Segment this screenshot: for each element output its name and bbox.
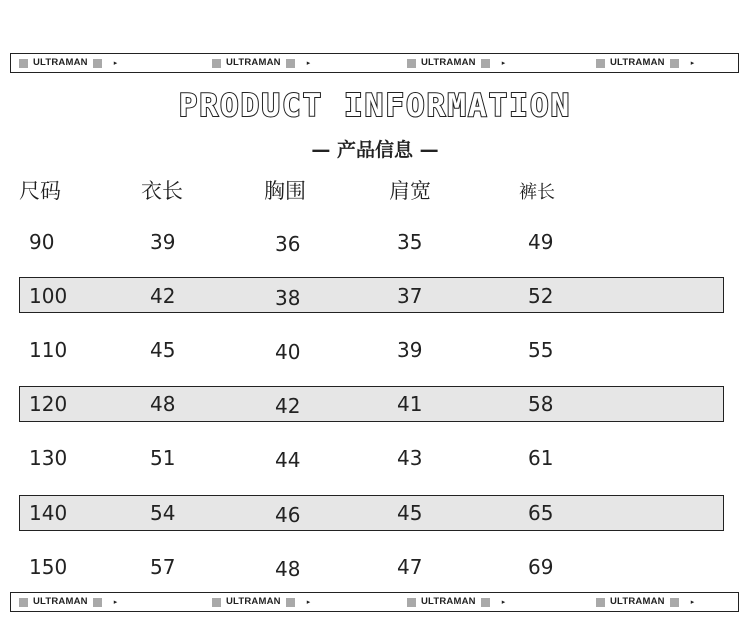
cell-pants-length: 61 bbox=[528, 446, 554, 470]
brand-chip bbox=[596, 597, 694, 607]
square-icon bbox=[19, 59, 28, 68]
cell-size: 120 bbox=[29, 392, 68, 416]
cell-chest: 44 bbox=[275, 448, 301, 472]
cell-chest: 42 bbox=[275, 394, 301, 418]
cell-pants-length: 49 bbox=[528, 230, 554, 254]
play-arrow-icon: ▸ bbox=[113, 59, 118, 67]
cell-chest: 46 bbox=[275, 503, 301, 527]
brand-chip bbox=[19, 58, 117, 68]
square-icon bbox=[19, 598, 28, 607]
square-icon bbox=[212, 59, 221, 68]
square-icon bbox=[93, 59, 102, 68]
cell-length: 42 bbox=[150, 284, 176, 308]
play-arrow-icon: ▸ bbox=[306, 59, 311, 67]
square-icon bbox=[93, 598, 102, 607]
page-subtitle: — 产品信息 — bbox=[311, 139, 439, 161]
cell-shoulder: 37 bbox=[397, 284, 423, 308]
brand-label: ULTRAMAN bbox=[226, 596, 281, 607]
cell-chest: 40 bbox=[275, 340, 301, 364]
square-icon bbox=[286, 598, 295, 607]
column-header-size: 尺码 bbox=[19, 179, 61, 203]
cell-length: 54 bbox=[150, 501, 176, 525]
square-icon bbox=[407, 598, 416, 607]
cell-chest: 36 bbox=[275, 232, 301, 256]
square-icon bbox=[286, 59, 295, 68]
cell-shoulder: 39 bbox=[397, 338, 423, 362]
brand-strip-bottom bbox=[10, 592, 739, 612]
page-title: PRODUCT INFORMATION bbox=[178, 88, 572, 124]
row-highlight bbox=[19, 386, 724, 422]
column-header-chest: 胸围 bbox=[264, 179, 306, 203]
cell-pants-length: 69 bbox=[528, 555, 554, 579]
cell-length: 39 bbox=[150, 230, 176, 254]
row-highlight bbox=[19, 495, 724, 531]
cell-size: 130 bbox=[29, 446, 68, 470]
brand-chip bbox=[596, 58, 694, 68]
brand-chip bbox=[407, 58, 505, 68]
column-header-length: 衣长 bbox=[141, 179, 183, 203]
play-arrow-icon: ▸ bbox=[306, 598, 311, 606]
cell-chest: 38 bbox=[275, 286, 301, 310]
brand-label: ULTRAMAN bbox=[610, 57, 665, 68]
cell-pants-length: 52 bbox=[528, 284, 554, 308]
cell-shoulder: 47 bbox=[397, 555, 423, 579]
cell-pants-length: 65 bbox=[528, 501, 554, 525]
cell-size: 140 bbox=[29, 501, 68, 525]
brand-chip bbox=[19, 597, 117, 607]
square-icon bbox=[596, 598, 605, 607]
play-arrow-icon: ▸ bbox=[690, 598, 695, 606]
row-highlight bbox=[19, 277, 724, 313]
cell-shoulder: 35 bbox=[397, 230, 423, 254]
square-icon bbox=[407, 59, 416, 68]
brand-strip-top bbox=[10, 53, 739, 73]
brand-label: ULTRAMAN bbox=[610, 596, 665, 607]
brand-chip bbox=[212, 58, 310, 68]
brand-chip bbox=[407, 597, 505, 607]
brand-label: ULTRAMAN bbox=[421, 596, 476, 607]
cell-size: 110 bbox=[29, 338, 68, 362]
play-arrow-icon: ▸ bbox=[501, 598, 506, 606]
cell-size: 90 bbox=[29, 230, 55, 254]
brand-label: ULTRAMAN bbox=[33, 596, 88, 607]
square-icon bbox=[212, 598, 221, 607]
cell-size: 150 bbox=[29, 555, 68, 579]
cell-length: 48 bbox=[150, 392, 176, 416]
play-arrow-icon: ▸ bbox=[113, 598, 118, 606]
brand-chip bbox=[212, 597, 310, 607]
square-icon bbox=[481, 598, 490, 607]
cell-size: 100 bbox=[29, 284, 68, 308]
brand-label: ULTRAMAN bbox=[421, 57, 476, 68]
column-header-shoulder: 肩宽 bbox=[389, 179, 431, 203]
square-icon bbox=[670, 598, 679, 607]
square-icon bbox=[596, 59, 605, 68]
cell-length: 45 bbox=[150, 338, 176, 362]
cell-shoulder: 41 bbox=[397, 392, 423, 416]
brand-label: ULTRAMAN bbox=[33, 57, 88, 68]
play-arrow-icon: ▸ bbox=[690, 59, 695, 67]
square-icon bbox=[481, 59, 490, 68]
column-header-pants-length: 裤长 bbox=[519, 182, 555, 203]
brand-label: ULTRAMAN bbox=[226, 57, 281, 68]
cell-length: 51 bbox=[150, 446, 176, 470]
cell-pants-length: 58 bbox=[528, 392, 554, 416]
cell-pants-length: 55 bbox=[528, 338, 554, 362]
play-arrow-icon: ▸ bbox=[501, 59, 506, 67]
cell-shoulder: 43 bbox=[397, 446, 423, 470]
cell-length: 57 bbox=[150, 555, 176, 579]
cell-shoulder: 45 bbox=[397, 501, 423, 525]
square-icon bbox=[670, 59, 679, 68]
cell-chest: 48 bbox=[275, 557, 301, 581]
